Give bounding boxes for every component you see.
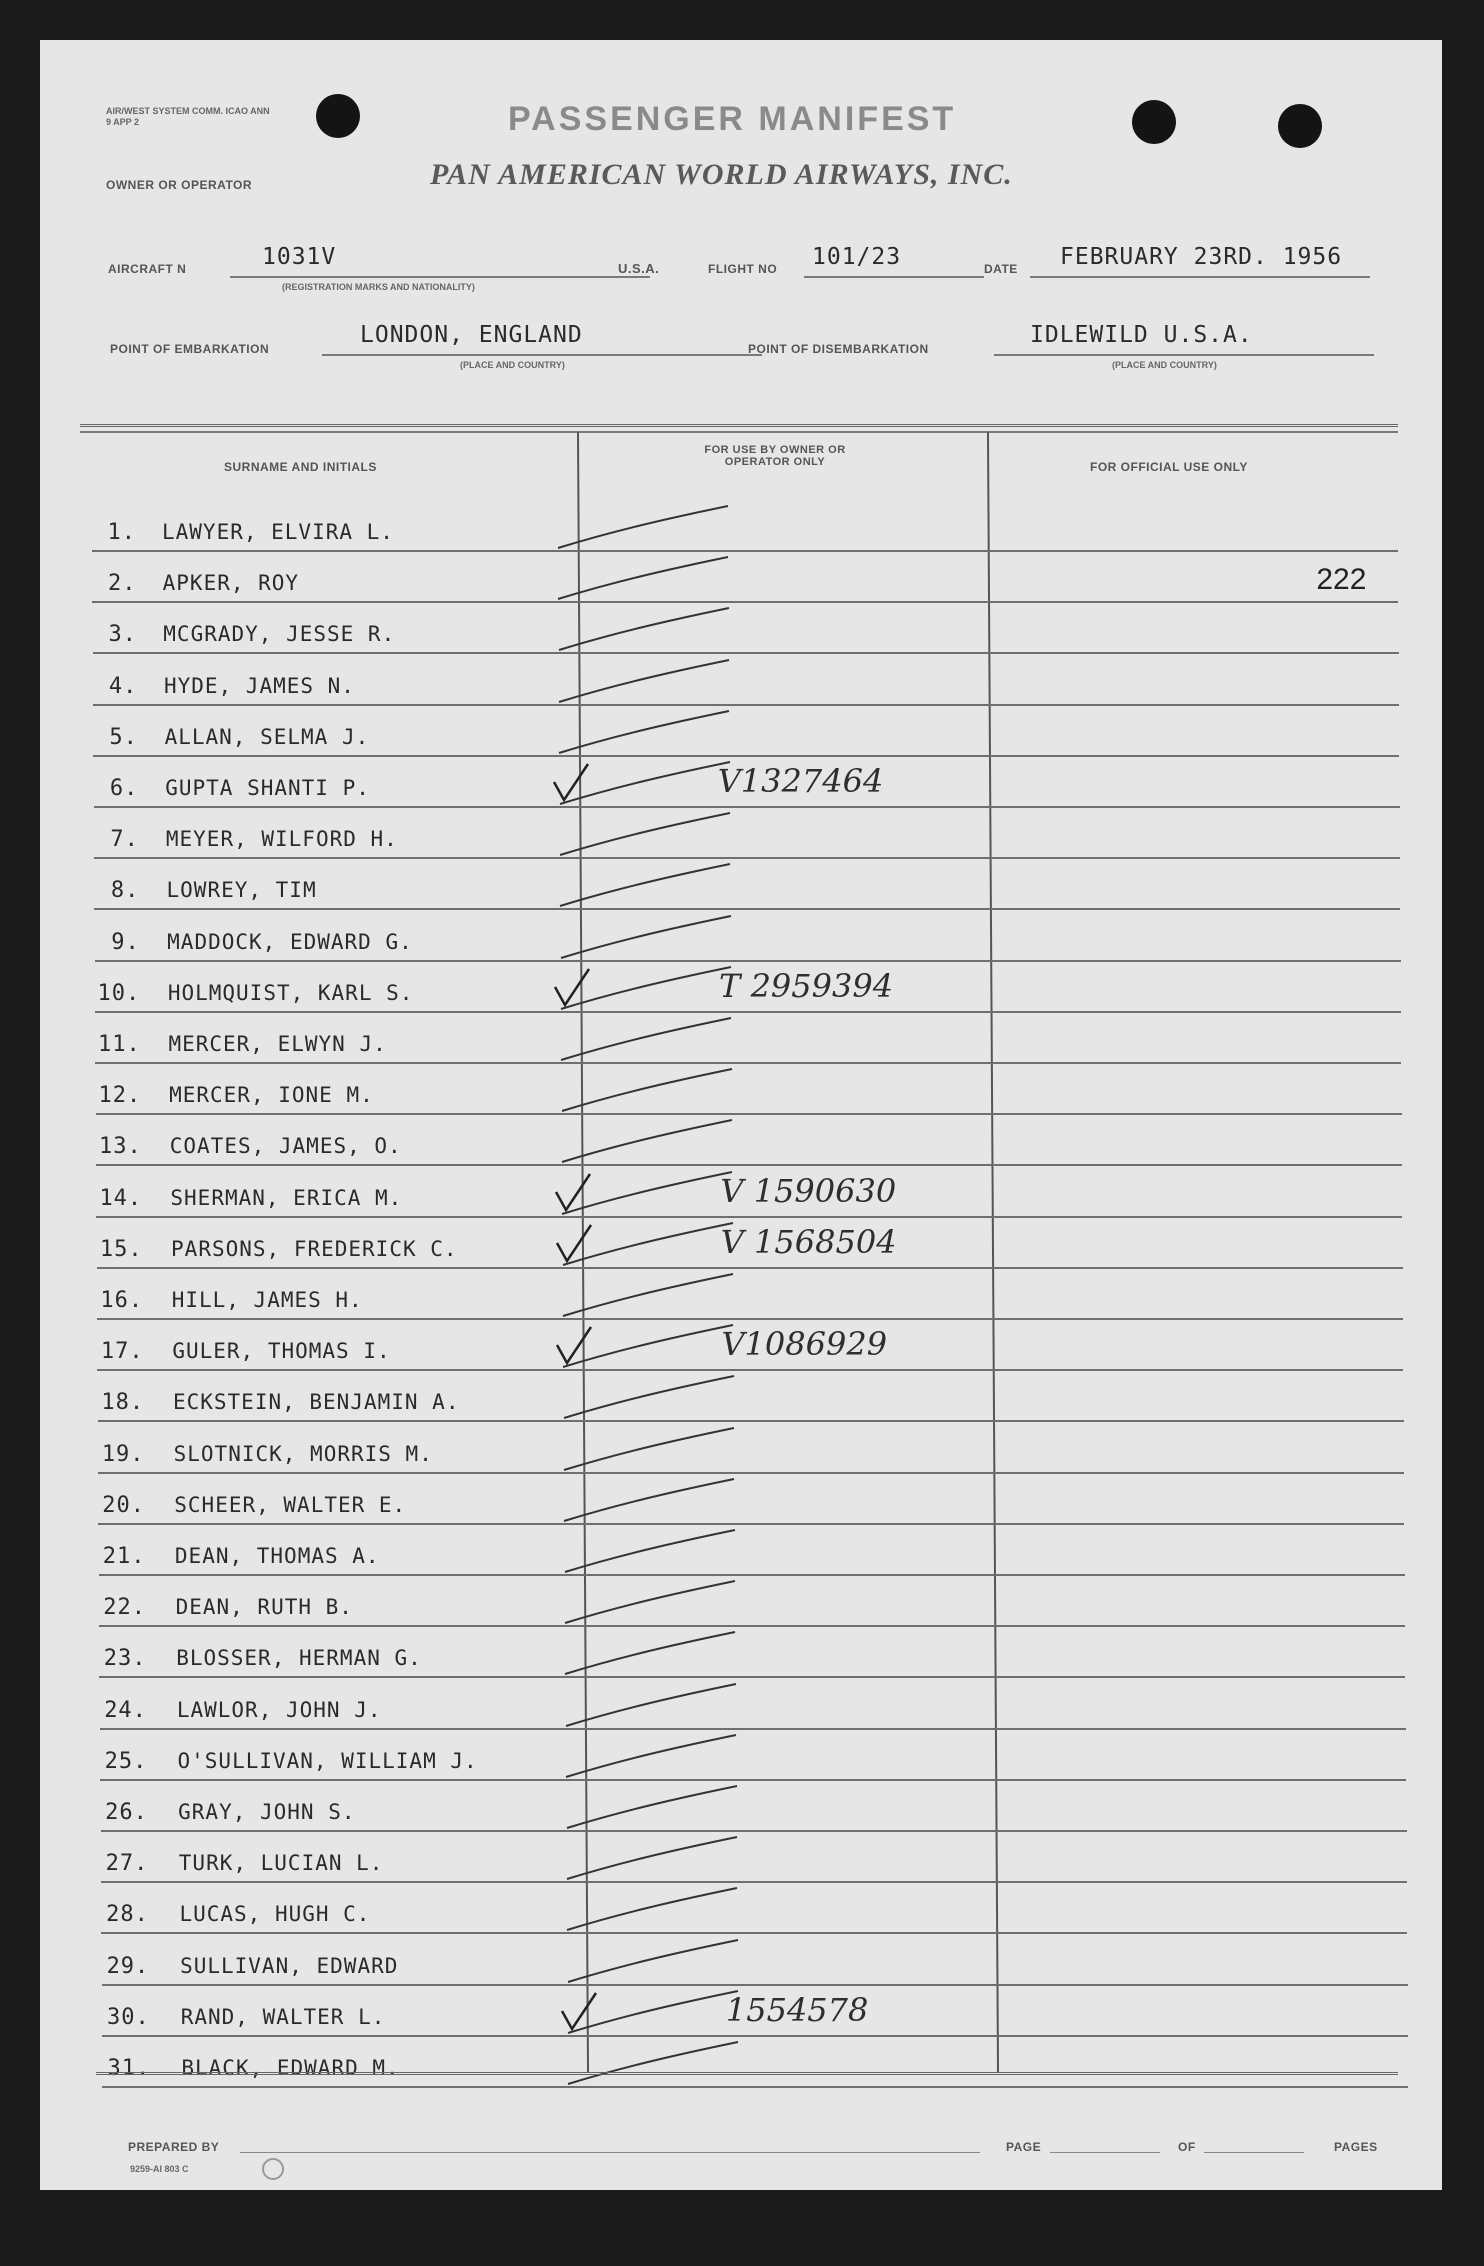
union-label-seal <box>262 2158 284 2180</box>
passenger-name: TURK, LUCIAN L. <box>178 1851 384 1876</box>
passenger-name: HYDE, JAMES N. <box>163 673 355 698</box>
passenger-number: 23. <box>103 1646 147 1672</box>
passenger-name: SHERMAN, ERICA M. <box>170 1185 403 1210</box>
punch-hole <box>1132 100 1176 144</box>
company-name: PAN AMERICAN WORLD AIRWAYS, INC. <box>430 158 1013 191</box>
handwritten-document-number: V1327464 <box>717 762 884 800</box>
form-code: 9259-AI 803 C <box>130 2164 189 2174</box>
date-label: DATE <box>984 262 1018 276</box>
handwritten-document-number: V 1568504 <box>720 1222 897 1261</box>
passenger-name: MERCER, IONE M. <box>169 1083 374 1108</box>
passenger-name: RAND, WALTER L. <box>180 2004 386 2029</box>
passenger-name: SULLIVAN, EDWARD <box>180 1953 399 1978</box>
passenger-name: DEAN, RUTH B. <box>175 1595 353 1620</box>
official-use-entry: 222 <box>1316 563 1367 597</box>
manifest-sheet <box>40 40 1442 2190</box>
passenger-number: 2. <box>107 571 137 597</box>
passenger-name: GUPTA SHANTI P. <box>165 776 370 800</box>
passenger-number: 29. <box>106 1953 150 1979</box>
passenger-number: 24. <box>104 1697 147 1723</box>
passenger-number: 22. <box>103 1595 146 1621</box>
pages-label: PAGES <box>1334 2140 1378 2154</box>
disembarkation-label: POINT OF DISEMBARKATION <box>748 342 929 356</box>
stamp-text: AIR/WEST SYSTEM COMM. ICAO ANN 9 APP 2 <box>106 106 270 127</box>
aircraft-label: AIRCRAFT N <box>108 262 187 276</box>
passenger-number: 7. <box>110 827 139 853</box>
passenger-number: 19. <box>101 1441 145 1467</box>
passenger-number: 13. <box>98 1134 142 1160</box>
passenger-name: MERCER, ELWYN J. <box>168 1032 387 1056</box>
passenger-name: SLOTNICK, MORRIS M. <box>173 1441 433 1466</box>
flight-number: 101/23 <box>812 244 902 270</box>
surname-column-header: SURNAME AND INITIALS <box>224 460 377 474</box>
passenger-name: BLOSSER, HERMAN G. <box>176 1646 422 1671</box>
embarkation-value: LONDON, ENGLAND <box>360 322 583 348</box>
passenger-name: ECKSTEIN, BENJAMIN A. <box>172 1390 460 1415</box>
owner-use-column-header: FOR USE BY OWNER OR OPERATOR ONLY <box>704 444 846 468</box>
passenger-name: LUCAS, HUGH C. <box>179 1902 371 1927</box>
passenger-name: ALLAN, SELMA J. <box>164 724 370 749</box>
of-label: OF <box>1178 2140 1196 2154</box>
passenger-number: 10. <box>97 980 141 1006</box>
passenger-name: PARSONS, FREDERICK C. <box>171 1236 458 1261</box>
column-divider <box>987 432 999 2072</box>
punch-hole <box>316 94 360 138</box>
passenger-name: MADDOCK, EDWARD G. <box>167 929 413 954</box>
owner-label: OWNER OR OPERATOR <box>106 178 253 192</box>
punch-hole <box>1278 104 1322 148</box>
passenger-name: LAWYER, ELVIRA L. <box>162 520 394 544</box>
passenger-name: HOLMQUIST, KARL S. <box>167 980 414 1005</box>
passenger-name: GULER, THOMAS I. <box>172 1339 391 1364</box>
passenger-number: 4. <box>108 673 138 699</box>
passenger-number: 30. <box>107 2004 150 2030</box>
passenger-number: 12. <box>98 1083 142 1109</box>
handwritten-document-number: T 2959394 <box>719 966 894 1005</box>
disembarkation-value: IDLEWILD U.S.A. <box>1030 322 1253 348</box>
passenger-number: 26. <box>105 1800 148 1825</box>
passenger-name: COATES, JAMES, O. <box>169 1134 402 1159</box>
passenger-name: MCGRADY, JESSE R. <box>163 622 396 647</box>
embarkation-caption: (PLACE AND COUNTRY) <box>460 360 565 370</box>
passenger-name: APKER, ROY <box>162 571 300 596</box>
passenger-number: 3. <box>108 622 137 648</box>
passenger-number: 8. <box>110 878 140 904</box>
form-title: PASSENGER MANIFEST <box>508 100 957 138</box>
passenger-number: 11. <box>98 1032 141 1057</box>
flight-date: FEBRUARY 23RD. 1956 <box>1060 244 1343 270</box>
passenger-number: 6. <box>109 776 139 801</box>
country-label: U.S.A. <box>618 261 660 276</box>
passenger-name: GRAY, JOHN S. <box>178 1800 356 1824</box>
passenger-name: LAWLOR, JOHN J. <box>176 1697 382 1722</box>
official-use-column-header: FOR OFFICIAL USE ONLY <box>1090 460 1248 474</box>
passenger-number: 28. <box>106 1902 149 1928</box>
handwritten-document-number: V 1590630 <box>720 1171 897 1210</box>
passenger-number: 27. <box>105 1851 149 1877</box>
passenger-number: 5. <box>109 724 138 750</box>
passenger-name: LOWREY, TIM <box>166 878 317 903</box>
passenger-name: SCHEER, WALTER E. <box>174 1492 407 1517</box>
prepared-by-label: PREPARED BY <box>128 2140 220 2154</box>
handwritten-document-number: V1086929 <box>721 1325 888 1364</box>
passenger-number: 15. <box>99 1236 143 1262</box>
check-slash-mark <box>560 2038 760 2098</box>
passenger-name: DEAN, THOMAS A. <box>174 1544 380 1568</box>
passenger-number: 31. <box>107 2056 151 2081</box>
passenger-name: MEYER, WILFORD H. <box>165 827 398 852</box>
passenger-name: O'SULLIVAN, WILLIAM J. <box>177 1748 478 1773</box>
flight-label: FLIGHT NO <box>708 262 778 276</box>
disembarkation-caption: (PLACE AND COUNTRY) <box>1112 360 1217 370</box>
passenger-name: BLACK, EDWARD M. <box>181 2056 400 2080</box>
passenger-number: 16. <box>100 1288 144 1313</box>
aircraft-number: 1031V <box>262 244 337 270</box>
passenger-number: 14. <box>99 1185 143 1211</box>
passenger-number: 17. <box>100 1339 144 1365</box>
embarkation-label: POINT OF EMBARKATION <box>110 342 270 356</box>
passenger-number: 9. <box>111 929 140 955</box>
passenger-number: 25. <box>104 1748 148 1774</box>
handwritten-document-number: 1554578 <box>725 1990 869 2029</box>
passenger-number: 1. <box>107 520 136 545</box>
registration-caption: (REGISTRATION MARKS AND NATIONALITY) <box>282 282 475 292</box>
passenger-number: 21. <box>102 1544 146 1569</box>
page-label: PAGE <box>1006 2140 1042 2154</box>
passenger-number: 20. <box>102 1492 146 1518</box>
passenger-number: 18. <box>101 1390 145 1416</box>
passenger-name: HILL, JAMES H. <box>171 1288 363 1312</box>
